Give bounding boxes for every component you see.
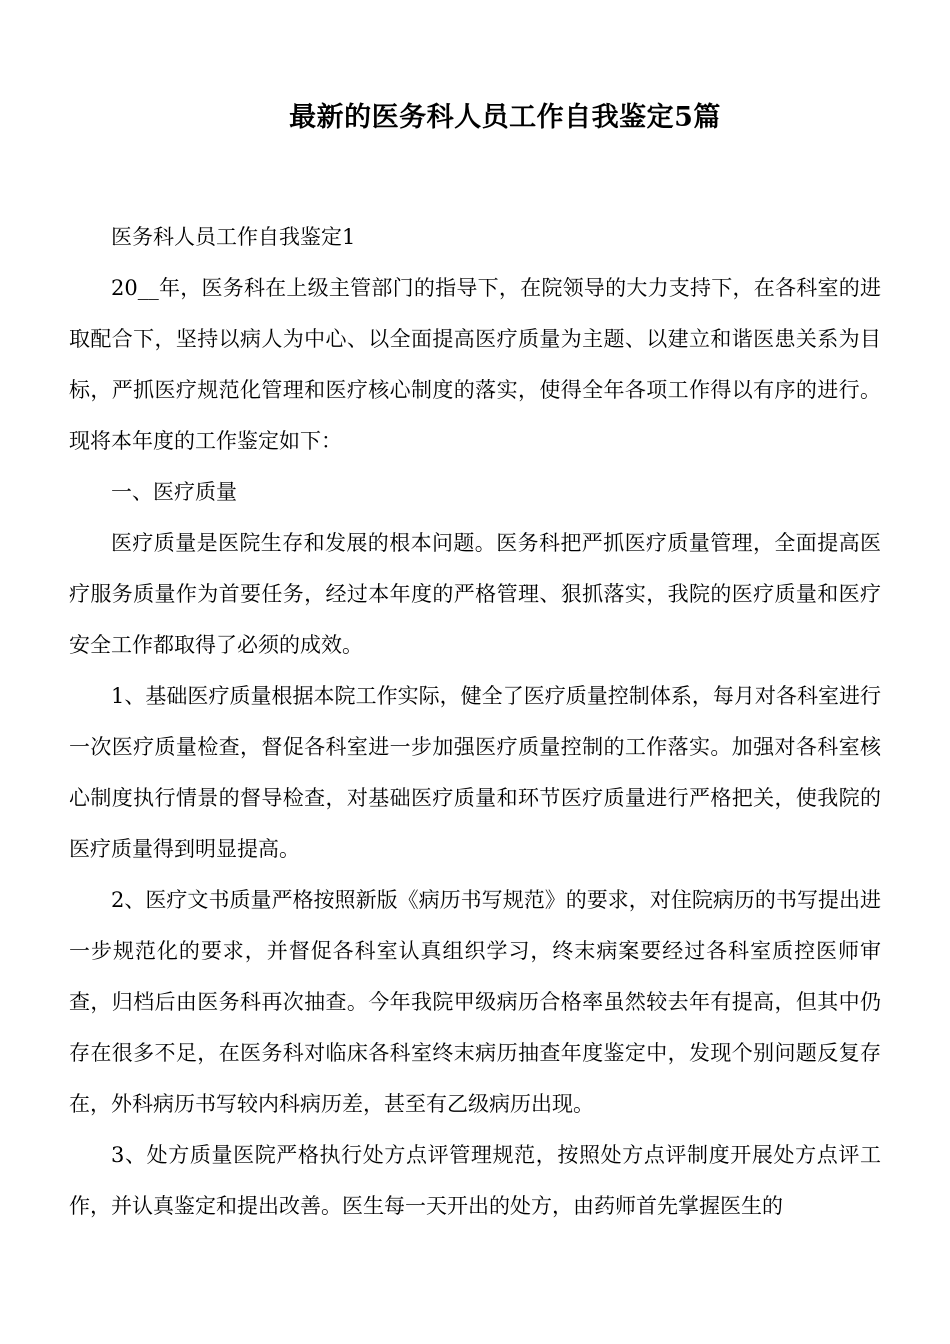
section-heading-medical-quality: 一、医疗质量 <box>111 480 237 504</box>
prescription-quality-paragraph: 3、处方质量医院严格执行处方点评管理规范，按照处方点评制度开展处方点评工作，并认真鉴定和提出改善。医生每一天开出的处方，由药师首先掌握医生的 <box>69 1143 881 1218</box>
documents-quality-paragraph: 2、医疗文书质量严格按照新版《病历书写规范》的要求，对住院病历的书写提出进一步规范化的要求，并督促各科室认真组织学习，终末病案要经过各科室质控医师审查，归档后由医务科再次抽查。今年我院甲级病历合格率虽然较去年有提高，但其中仍存在很多不足，在医务科对临床各科室终末病历抽查年度鉴定中，发现个别问题反复存在，外科病历书写较内科病历差，甚至有乙级病历出现。 <box>69 888 881 1116</box>
intro-paragraph: 20__年，医务科在上级主管部门的指导下，在院领导的大力支持下，在各科室的进取配合下，坚持以病人为中心、以全面提高医疗质量为主题、以建立和谐医患关系为目标，严抓医疗规范化管理和医疗核心制度的落实，使得全年各项工作得以有序的进行。现将本年度的工作鉴定如下： <box>69 276 881 453</box>
document-title: 最新的医务科人员工作自我鉴定5篇 <box>289 102 721 133</box>
section-heading-1: 医务科人员工作自我鉴定1 <box>111 225 356 249</box>
medical-quality-paragraph: 医疗质量是医院生存和发展的根本问题。医务科把严抓医疗质量管理，全面提高医疗服务质量作为首要任务，经过本年度的严格管理、狠抓落实，我院的医疗质量和医疗安全工作都取得了必须的成效。 <box>69 531 881 657</box>
document-body <box>69 212 881 1232</box>
basic-quality-paragraph: 1、基础医疗质量根据本院工作实际，健全了医疗质量控制体系，每月对各科室进行一次医疗质量检查，督促各科室进一步加强医疗质量控制的工作落实。加强对各科室核心制度执行情景的督导检查，对基础医疗质量和环节医疗质量进行严格把关，使我院的医疗质量得到明显提高。 <box>69 684 881 861</box>
